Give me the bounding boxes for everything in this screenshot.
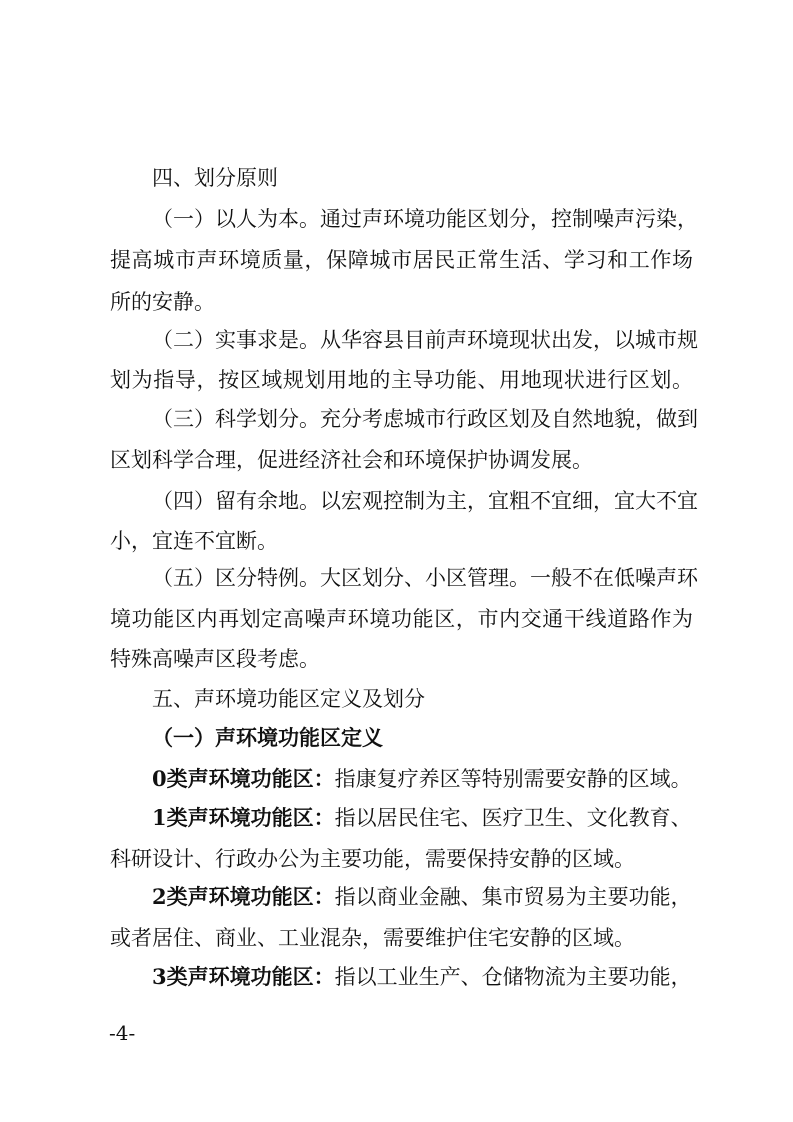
class-1-line-2: 科研设计、行政办公为主要功能，需要保持安静的区域。 — [110, 847, 635, 871]
class-0-term: 0类声环境功能区： — [152, 766, 335, 791]
principle-5-line-1: （五）区分特例。大区划分、小区管理。一般不在低噪声环 — [152, 566, 698, 590]
principle-3-line-1: （三）科学划分。充分考虑城市行政区划及自然地貌，做到 — [152, 407, 698, 431]
principle-3-line-2: 区划科学合理，促进经济社会和环境保护协调发展。 — [110, 448, 593, 472]
class-2-line-2: 或者居住、商业、工业混杂，需要维护住宅安静的区域。 — [110, 926, 635, 950]
class-2-text: 指以商业金融、集市贸易为主要功能， — [334, 885, 692, 909]
class-3-term: 3类声环境功能区： — [152, 964, 335, 989]
class-1-text: 指以居民住宅、医疗卫生、文化教育、 — [334, 806, 692, 830]
principle-2-line-1: （二）实事求是。从华容县目前声环境现状出发，以城市规 — [152, 328, 698, 352]
section-5-heading: 五、声环境功能区定义及划分 — [152, 687, 425, 711]
class-3-line-1 — [152, 963, 692, 991]
class-3-text: 指以工业生产、仓储物流为主要功能， — [334, 965, 692, 989]
class-1-term: 1类声环境功能区： — [152, 805, 335, 830]
principle-1-line-3: 所的安静。 — [110, 290, 215, 314]
section-4-heading: 四、划分原则 — [152, 166, 278, 190]
class-2-term: 2类声环境功能区： — [152, 884, 335, 909]
page-number: -4- — [109, 1021, 136, 1045]
principle-2-line-2: 划为指导，按区域规划用地的主导功能、用地现状进行区划。 — [110, 368, 693, 392]
principle-1-line-1: （一）以人为本。通过声环境功能区划分，控制噪声污染， — [152, 207, 698, 231]
principle-5-line-3: 特殊高噪声区段考虑。 — [110, 647, 320, 671]
principle-4-line-2: 小，宜连不宜断。 — [110, 529, 278, 553]
principle-5-line-2: 境功能区内再划定高噪声环境功能区，市内交通干线道路作为 — [110, 607, 693, 631]
class-1-line-1 — [152, 804, 692, 832]
class-0-text: 指康复疗养区等特别需要安静的区域。 — [334, 767, 692, 791]
class-2-line-1 — [152, 883, 692, 911]
class-0-line-1 — [152, 765, 692, 793]
principle-1-line-2: 提高城市声环境质量，保障城市居民正常生活、学习和工作场 — [110, 248, 693, 272]
section-5-subheading: （一）声环境功能区定义 — [152, 725, 383, 750]
principle-4-line-1: （四）留有余地。以宏观控制为主，宜粗不宜细，宜大不宜 — [152, 489, 698, 513]
